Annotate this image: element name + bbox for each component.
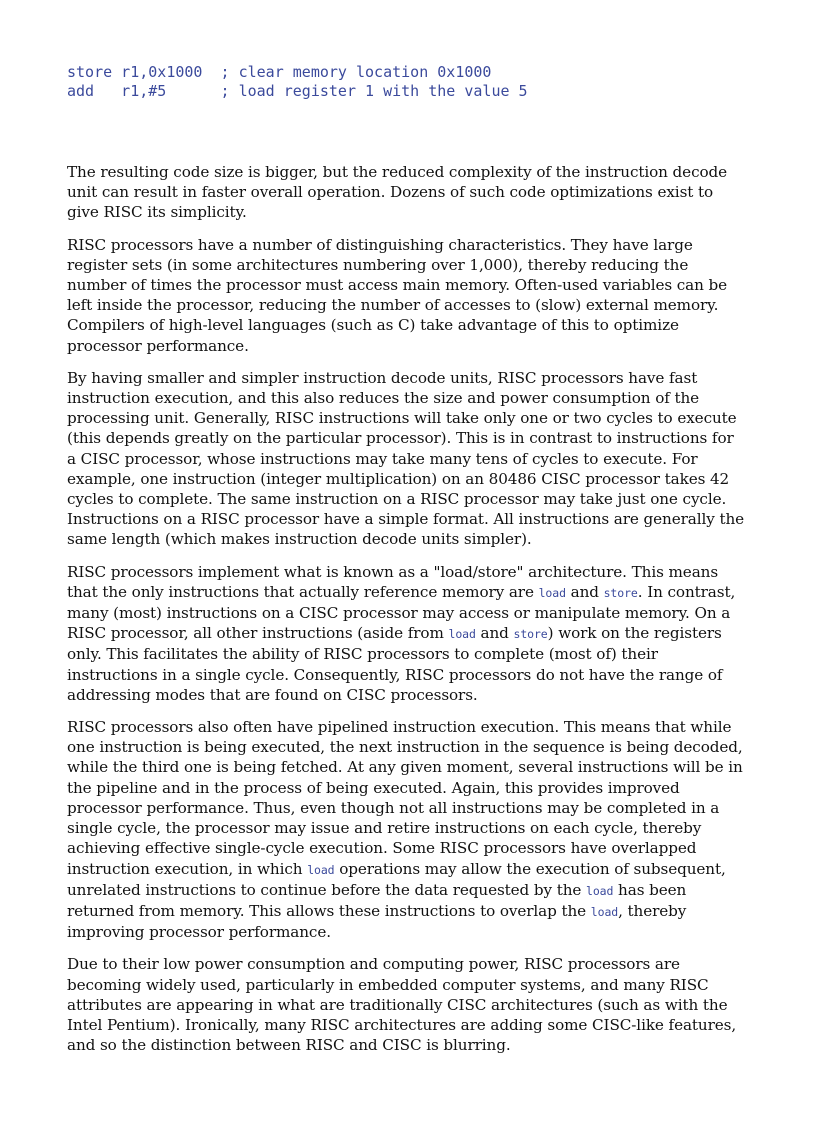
document-page [67, 63, 747, 1067]
inline-code-load: load [538, 585, 566, 600]
inline-code-load: load [590, 904, 619, 919]
text-segment: , thereby improving processor performance. [67, 901, 687, 942]
inline-code-load: load [586, 883, 614, 898]
paragraph-pipelining [67, 717, 747, 942]
code-line-store: store r1,0x1000 ; clear memory location 0x1000 [67, 63, 492, 81]
inline-code-load: load [307, 862, 335, 877]
paragraph-characteristics: RISC processors have a number of distinguishing characteristics. They have large register sets (in some architectures numbering over 1,000), thereby reducing the number of times the processor must access main memory. Often-used variables can be left inside the processor, reducing the number of accesses to (slow) external memory. Compilers of high-level languages (such as C) take advantage of this to optimize processor performance. [67, 235, 728, 355]
paragraph-load-store [67, 562, 747, 705]
code-line-add: add r1,#5 ; load register 1 with the value 5 [67, 82, 528, 100]
paragraph-decode-units: By having smaller and simpler instruction decode units, RISC processors have fast instruction execution, and this also reduces the size and power consumption of the processing unit. Generally, RISC instructions will take only one or two cycles to execute (this depends greatly on the particular processor). This is in contrast to instructions for a CISC processor, whose instructions may take many tens of cycles to execute. For example, one instruction (integer multiplication) on an 80486 CISC processor takes 42 cycles to complete. The same instruction on a RISC processor may take just one cycle. Instructions on a RISC processor have a simple format. All instructions are generally the same length (which makes instruction decode units simpler). [67, 368, 745, 549]
inline-code-store: store [603, 585, 638, 600]
inline-code-load: load [448, 627, 476, 642]
text-segment: RISC processors implement what is known as a "load/store" architecture. This means that the only instructions that actually reference memory are [67, 562, 719, 601]
text-segment: ) work on the registers only. This facilitates the ability of RISC processors to complete (most of) their instructions in a single cycle. Consequently, RISC processors do not have the range of addressing modes that are found on CISC processors. [67, 624, 723, 704]
paragraph-code-size: The resulting code size is bigger, but the reduced complexity of the instruction decode unit can result in faster overall operation. Dozens of such code optimizations exist to give RISC its simplicity. [67, 163, 728, 222]
text-segment: . In contrast, many (most) instructions on a CISC processor may access or manipulate memory. On a RISC processor, all other instructions (aside from [67, 582, 736, 643]
text-segment: and [565, 582, 604, 601]
text-segment: has been returned from memory. This allows these instructions to overlap the [67, 880, 687, 920]
paragraph-trends: Due to their low power consumption and computing power, RISC processors are becoming widely used, particularly in embedded computer systems, and many RISC attributes are appearing in what are traditionally CISC architectures (such as with the Intel Pentium). Ironically, many RISC architectures are adding some CISC-like features, and so the distinction between RISC and CISC is blurring. [67, 955, 737, 1055]
inline-code-store: store [513, 627, 548, 642]
text-segment: RISC processors also often have pipelined instruction execution. This means that while one instruction is being executed, the next instruction in the sequence is being decoded, while the third one is being fetched. At any given moment, several instructions will be in the pipeline and in the process of being executed. Again, this provides improved processor performance. Thus, even though not all instructions may be completed in a single cycle, the processor may issue and retire instructions on each cycle, thereby achieving effective single-cycle execution. Some RISC processors have overlapped instruction execution, in which [67, 718, 743, 878]
code-example [67, 63, 747, 101]
text-segment: operations may allow the execution of subsequent, unrelated instructions to continue before the data requested by the [67, 859, 726, 899]
text-segment: and [475, 624, 514, 643]
